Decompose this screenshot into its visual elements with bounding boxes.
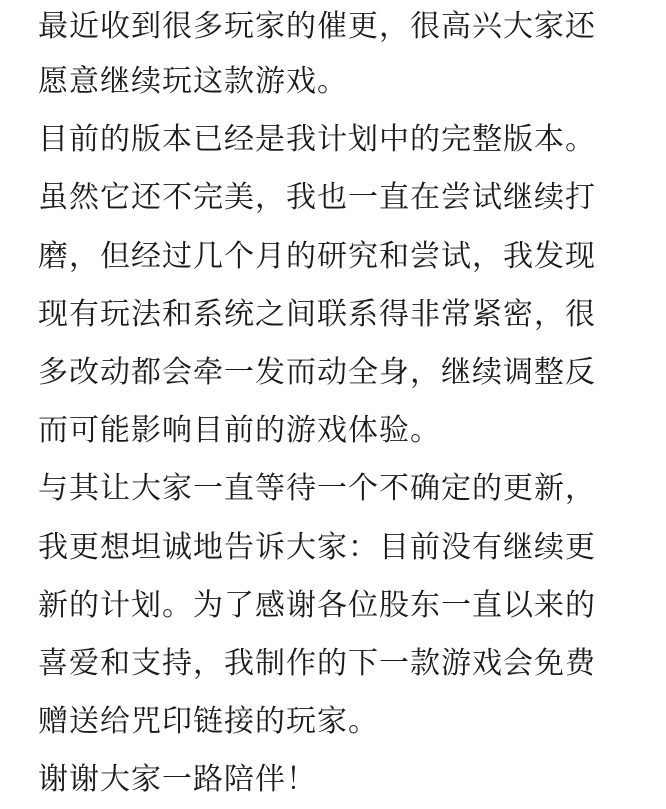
text-line: 喜爱和支持，我制作的下一款游戏会免费 [38,645,596,681]
announcement-text [38,0,660,809]
paragraph-2 [38,111,660,169]
paragraph-5 [38,751,660,809]
text-line: 而可能影响目前的游戏体验。 [38,413,441,449]
text-line: 目前的版本已经是我计划中的完整版本。 [38,122,596,158]
text-line: 多改动都会牵一发而动全身，继续调整反 [38,354,596,390]
paragraph-3 [38,169,660,460]
text-line: 谢谢大家一路陪伴！ [38,762,317,798]
text-line: 现有玩法和系统之间联系得非常紧密，很 [38,296,596,332]
text-line: 最近收到很多玩家的催更，很高兴大家还 [38,9,596,44]
text-line: 愿意继续玩这款游戏。 [38,64,348,99]
text-line: 与其让大家一直等待一个不确定的更新， [38,471,596,507]
paragraph-1 [38,0,660,111]
text-line: 虽然它还不完美，我也一直在尝试继续打 [38,180,596,216]
text-line: 我更想坦诚地告诉大家：目前没有继续更 [38,529,596,565]
text-line: 赠送给咒印链接的玩家。 [38,704,379,740]
paragraph-4 [38,460,660,751]
text-line: 新的计划。为了感谢各位股东一直以来的 [38,587,596,623]
text-line: 磨，但经过几个月的研究和尝试，我发现 [38,238,596,274]
